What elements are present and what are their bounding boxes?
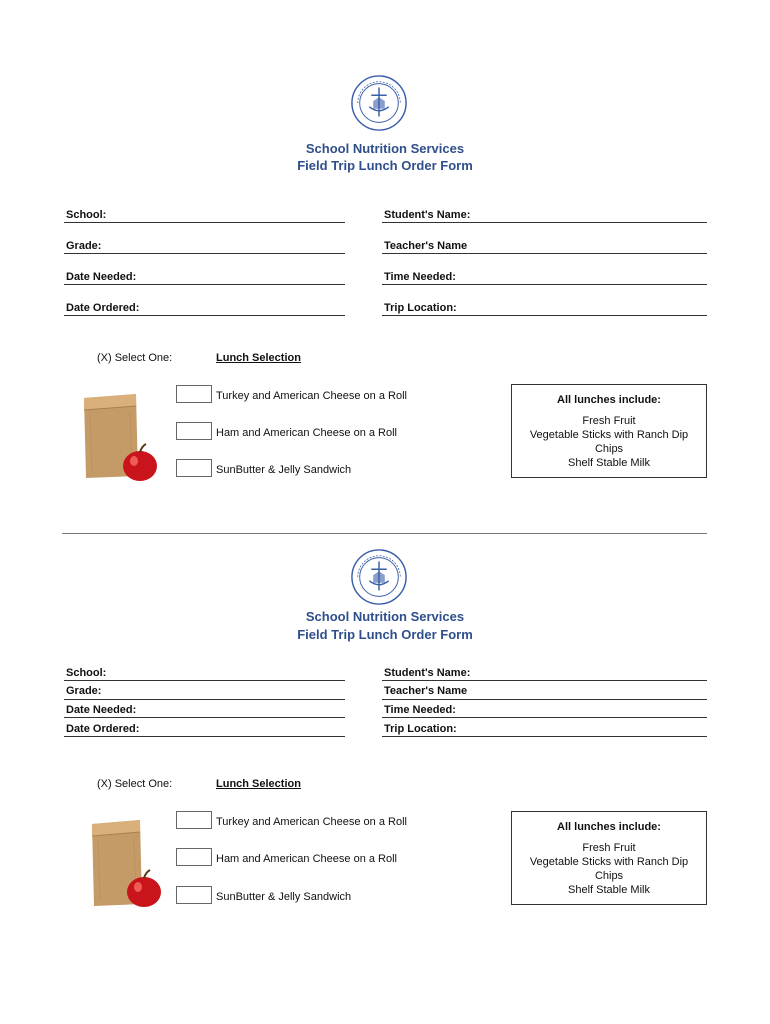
trip-location-field[interactable] [382,736,707,737]
form-title: School Nutrition Services [305,609,465,624]
time-needed-field[interactable] [382,284,707,285]
student-name-label: Student's Name: [384,209,471,221]
option-turkey-label: Turkey and American Cheese on a Roll [216,390,407,402]
form-subtitle: Field Trip Lunch Order Form [297,158,473,173]
grade-label: Grade: [66,685,102,697]
school-field[interactable] [64,222,345,223]
cut-divider [62,533,707,534]
student-name-label: Student's Name: [384,667,471,679]
trip-location-label: Trip Location: [384,723,457,735]
school-label: School: [66,209,107,221]
grade-label: Grade: [66,240,102,252]
includes-item: Fresh Fruit [582,842,636,854]
date-ordered-label: Date Ordered: [66,302,140,314]
school-seal-logo [350,74,408,132]
form-title: School Nutrition Services [305,141,465,156]
option-sunbutter-label: SunButter & Jelly Sandwich [216,891,352,903]
date-needed-field[interactable] [64,284,345,285]
date-ordered-field[interactable] [64,315,345,316]
student-name-field[interactable] [382,222,707,223]
time-needed-label: Time Needed: [384,271,456,283]
lunch-includes-box [511,384,707,478]
includes-item: Chips [594,443,624,455]
date-needed-label: Date Needed: [66,704,137,716]
includes-header: All lunches include: [557,394,661,406]
student-name-field[interactable] [382,680,707,681]
lunch-selection-header: Lunch Selection [216,778,301,790]
includes-item: Vegetable Sticks with Ranch Dip [529,429,689,441]
teacher-name-field[interactable] [382,253,707,254]
includes-item: Vegetable Sticks with Ranch Dip [529,856,689,868]
date-ordered-label: Date Ordered: [66,723,140,735]
select-one-label: (X) Select One: [97,778,173,790]
includes-item: Shelf Stable Milk [568,884,650,896]
school-field[interactable] [64,680,345,681]
grade-field[interactable] [64,699,345,700]
lunch-includes-box [511,811,707,905]
school-label: School: [66,667,107,679]
teacher-name-label: Teacher's Name [384,685,468,697]
time-needed-label: Time Needed: [384,704,456,716]
option-sunbutter-label: SunButter & Jelly Sandwich [216,464,352,476]
option-sunbutter-checkbox[interactable] [176,459,212,477]
option-ham-label: Ham and American Cheese on a Roll [216,427,397,439]
trip-location-label: Trip Location: [384,302,457,314]
lunch-selection-header: Lunch Selection [216,352,301,364]
includes-item: Shelf Stable Milk [568,457,650,469]
select-one-label: (X) Select One: [97,352,173,364]
option-ham-label: Ham and American Cheese on a Roll [216,853,397,865]
option-ham-checkbox[interactable] [176,422,212,440]
date-needed-label: Date Needed: [66,271,137,283]
option-ham-checkbox[interactable] [176,848,212,866]
lunch-bag-image [88,818,168,910]
trip-location-field[interactable] [382,315,707,316]
date-needed-field[interactable] [64,717,345,718]
option-turkey-checkbox[interactable] [176,811,212,829]
teacher-name-label: Teacher's Name [384,240,468,252]
includes-item: Chips [594,870,624,882]
option-sunbutter-checkbox[interactable] [176,886,212,904]
option-turkey-checkbox[interactable] [176,385,212,403]
grade-field[interactable] [64,253,345,254]
form-subtitle: Field Trip Lunch Order Form [297,627,473,642]
includes-item: Fresh Fruit [582,415,636,427]
option-turkey-label: Turkey and American Cheese on a Roll [216,816,407,828]
lunch-bag-image [80,392,160,482]
date-ordered-field[interactable] [64,736,345,737]
time-needed-field[interactable] [382,717,707,718]
includes-header: All lunches include: [557,821,661,833]
school-seal-logo [350,548,408,606]
teacher-name-field[interactable] [382,699,707,700]
